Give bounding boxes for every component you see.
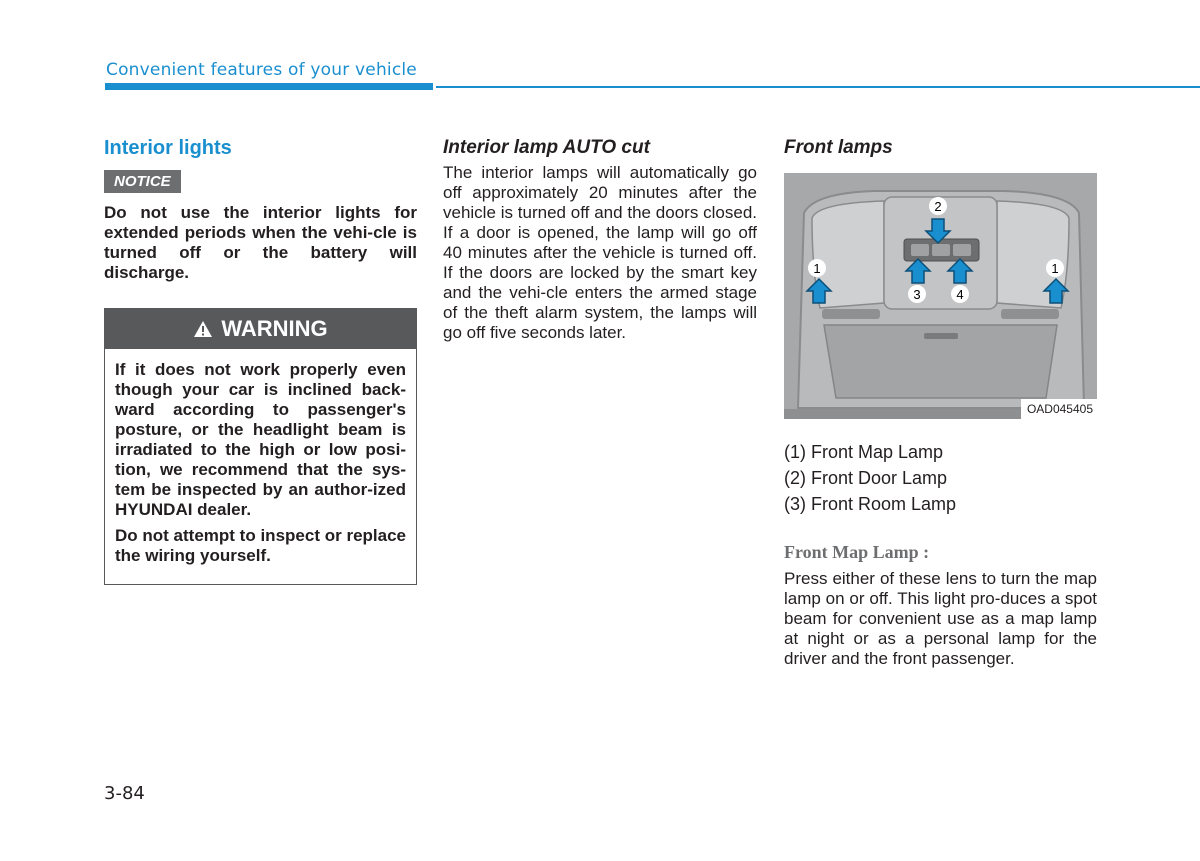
warning-paragraph-2: Do not attempt to inspect or replace the wiring yourself. <box>115 526 406 565</box>
callout-4: 4 <box>956 287 964 302</box>
front-map-lamp-text: Press either of these lens to turn the map lamp on or off. This light pro-duces a spot beam for convenient use as a map lamp at night or as a personal lamp for the driver and the front passenger. <box>784 569 1097 668</box>
figure-code: OAD045405 <box>1021 399 1097 419</box>
column-interior-lights <box>104 137 417 585</box>
figure-legend <box>784 439 1097 517</box>
legend-item: (3) Front Room Lamp <box>784 494 957 514</box>
section-title: Interior lights <box>104 137 232 159</box>
warning-label: WARNING <box>221 316 328 341</box>
warning-paragraph-1: If it does not work properly even though your car is inclined back-ward according to passenger's posture, or the headlight beam is irradiated to the high or low posi-tion, we recommend that the sys-tem be inspected by an author-ized HYUNDAI dealer. <box>115 360 406 519</box>
page-number: 3-84 <box>104 783 145 804</box>
callout-1-left: 1 <box>813 261 821 276</box>
warning-box <box>104 308 417 585</box>
callout-2: 2 <box>934 199 942 214</box>
warning-header <box>105 309 416 349</box>
running-header: Convenient features of your vehicle <box>106 60 417 80</box>
legend-item: (2) Front Door Lamp <box>784 468 948 488</box>
overhead-console-illustration <box>784 173 1097 419</box>
front-map-lamp-subhead: Front Map Lamp : <box>784 542 930 562</box>
auto-cut-text: The interior lamps will automatically go off approximately 20 minutes after the vehicle is turned off and the doors closed. If a door is opened, the lamp will go off 40 minutes after the vehicle is turned off. If the doors are locked by the smart key and the vehi-cle enters the armed stage of the theft alarm system, the lamps will go off five seconds later. <box>443 163 757 342</box>
notice-badge: NOTICE <box>104 170 181 193</box>
callout-3: 3 <box>913 287 921 302</box>
notice-text: Do not use the interior lights for extended periods when the vehi-cle is turned off or the battery will discharge. <box>104 203 417 282</box>
column-front-lamps <box>784 137 1097 669</box>
column-auto-cut <box>443 137 757 343</box>
front-lamps-title: Front lamps <box>784 137 893 158</box>
warning-body <box>105 349 416 584</box>
legend-item: (1) Front Map Lamp <box>784 442 944 462</box>
header-rule <box>436 86 1200 88</box>
auto-cut-title: Interior lamp AUTO cut <box>443 137 650 158</box>
callout-1-right: 1 <box>1051 261 1059 276</box>
warning-triangle-icon <box>193 320 213 338</box>
header-accent-bar <box>105 83 433 90</box>
front-lamps-figure <box>784 173 1097 419</box>
